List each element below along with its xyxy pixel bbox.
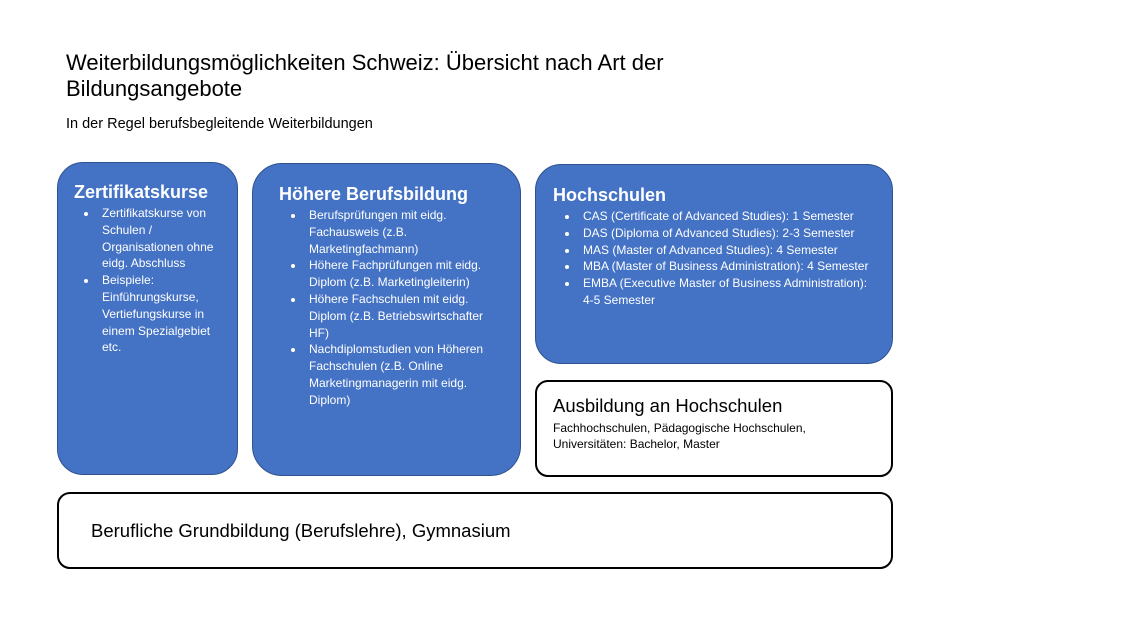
- grundbildung-label: Berufliche Grundbildung (Berufslehre), Gymnasium: [91, 519, 511, 541]
- hochschulen-heading: Hochschulen: [553, 185, 667, 205]
- grundbildung-box: [57, 492, 893, 569]
- list-item: • CAS (Certificate of Advanced Studies): 1 Semester: [579, 208, 872, 225]
- slide-subtitle: In der Regel berufsbegleitende Weiterbildungen: [66, 116, 373, 132]
- hoehere-berufsbildung-heading: Höhere Berufsbildung: [279, 184, 469, 204]
- hochschulen-box: [535, 164, 893, 364]
- list-item: • MAS (Master of Advanced Studies): 4 Semester: [579, 242, 872, 259]
- list-item: • MBA (Master of Business Administration): 4 Semester: [579, 258, 872, 275]
- zertifikatskurse-box: [57, 162, 238, 475]
- list-item: • DAS (Diploma of Advanced Studies): 2-3 Semester: [579, 225, 872, 242]
- list-item: • Beispiele: Einführungskurse, Vertiefungskurse in einem Spezialgebiet etc.: [98, 272, 223, 356]
- list-item: • Berufsprüfungen mit eidg. Fachausweis (z.B. Marketingfachmann): [305, 207, 500, 257]
- list-item: • Zertifikatskurse von Schulen / Organisationen ohne eidg. Abschluss: [98, 205, 223, 272]
- list-item: • Nachdiplomstudien von Höheren Fachschulen (z.B. Online Marketingmanagerin mit eidg. Diplom): [305, 341, 500, 408]
- hochschulen-list: [553, 208, 872, 309]
- ausbildung-hochschulen-text: Fachhochschulen, Pädagogische Hochschulen, Universitäten: Bachelor, Master: [553, 421, 806, 451]
- zertifikatskurse-list: [74, 205, 223, 356]
- list-item: • Höhere Fachschulen mit eidg. Diplom (z.B. Betriebswirtschafter HF): [305, 291, 500, 341]
- hoehere-berufsbildung-box: [252, 163, 521, 476]
- ausbildung-hochschulen-box: [535, 380, 893, 477]
- hoehere-berufsbildung-list: [279, 207, 500, 409]
- list-item: • EMBA (Executive Master of Business Administration): 4-5 Semester: [579, 275, 872, 309]
- slide-title: Weiterbildungsmöglichkeiten Schweiz: Übersicht nach Art der Bildungsangebote: [66, 50, 664, 101]
- zertifikatskurse-heading: Zertifikatskurse: [74, 182, 209, 202]
- list-item: • Höhere Fachprüfungen mit eidg. Diplom (z.B. Marketingleiterin): [305, 257, 500, 291]
- ausbildung-hochschulen-heading: Ausbildung an Hochschulen: [553, 395, 783, 416]
